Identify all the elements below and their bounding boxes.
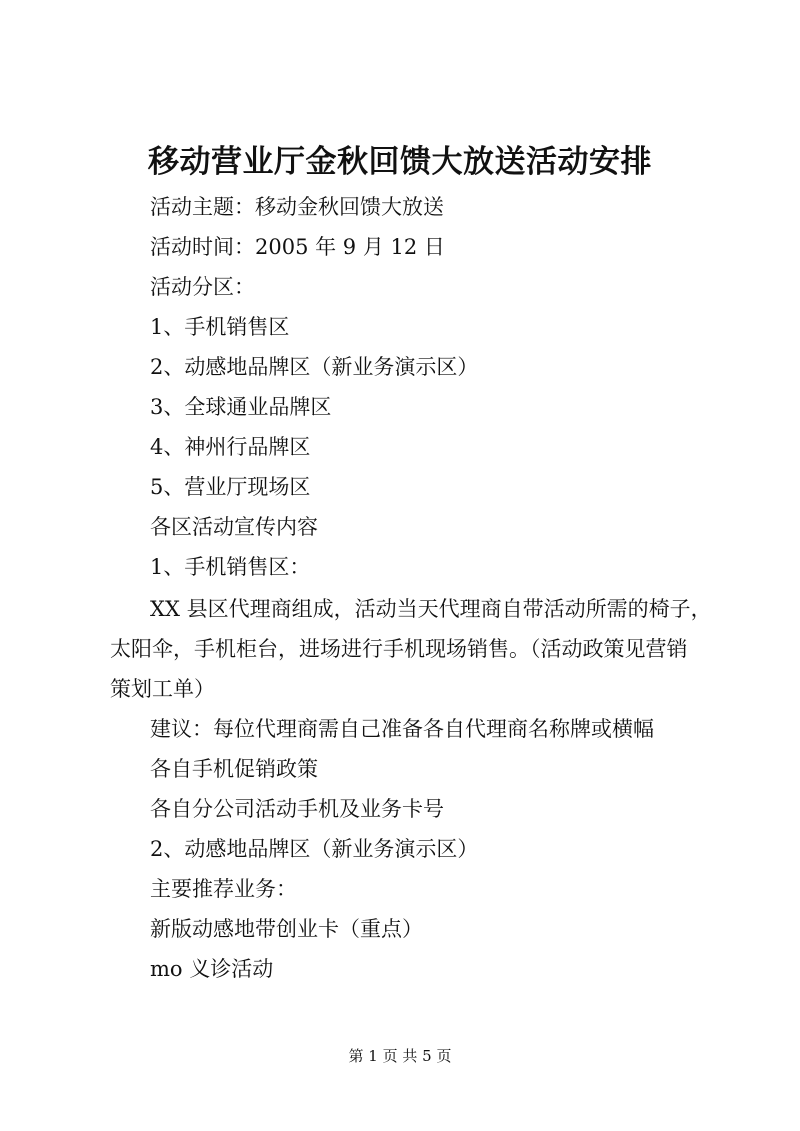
- paragraph-line-2: 太阳伞，手机柜台，进场进行手机现场销售。（活动政策见营销: [110, 637, 688, 661]
- recommended-item-1: 新版动感地带创业卡（重点）: [150, 917, 423, 941]
- section-dynamic-zone-heading: 2、动感地品牌区（新业务演示区）: [150, 837, 479, 861]
- page-footer: 第 1 页 共 5 页: [348, 1047, 452, 1065]
- zone-item-5: 5、营业厅现场区: [150, 475, 311, 499]
- paragraph-line-3: 策划工单）: [110, 677, 215, 701]
- suggestion-line: 建议：每位代理商需自己准备各自代理商名称牌或横幅: [150, 717, 654, 741]
- zone-item-4: 4、神州行品牌区: [150, 435, 311, 459]
- recommended-services-heading: 主要推荐业务：: [150, 877, 297, 901]
- paragraph-line-1: XX 县区代理商组成，活动当天代理商自带活动所需的椅子，: [150, 597, 712, 621]
- recommended-item-2: mo 义诊活动: [150, 957, 274, 981]
- zone-item-2: 2、动感地品牌区（新业务演示区）: [150, 355, 479, 379]
- zone-item-1: 1、手机销售区: [150, 315, 290, 339]
- activity-theme-line: 活动主题：移动金秋回馈大放送: [150, 195, 444, 219]
- suggestion-item-2: 各自分公司活动手机及业务卡号: [150, 797, 444, 821]
- activity-time-line: 活动时间：2005 年 9 月 12 日: [150, 235, 445, 259]
- document-title: 移动营业厅金秋回馈大放送活动安排: [148, 144, 652, 180]
- activity-zones-heading: 活动分区：: [150, 275, 255, 299]
- section-phone-sales-heading: 1、手机销售区：: [150, 555, 311, 579]
- promo-content-heading: 各区活动宣传内容: [150, 515, 318, 539]
- suggestion-item-1: 各自手机促销政策: [150, 757, 318, 781]
- zone-item-3: 3、全球通业品牌区: [150, 395, 332, 419]
